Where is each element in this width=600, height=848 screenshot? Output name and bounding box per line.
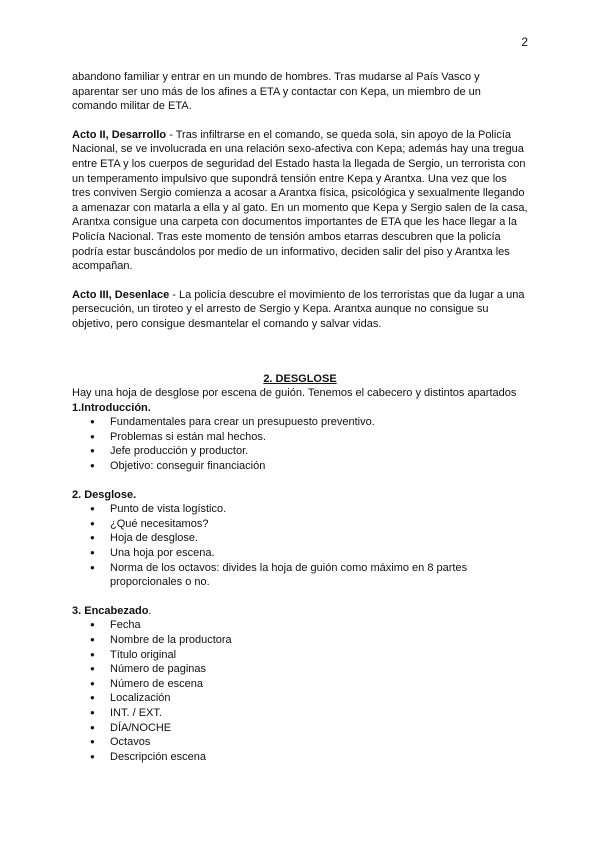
document-body: [72, 70, 528, 764]
intro-continuation-paragraph: abandono familiar y entrar en un mundo de hombres. Tras mudarse al País Vasco y aparentar ser uno más de los afines a ETA y contactar con Kepa, un miembro de un comando militar de ETA.: [72, 71, 481, 113]
list-item: ● Número de escena: [72, 677, 528, 692]
act-2-text: - Tras infiltrarse en el comando, se queda sola, sin apoyo de la Policía Nacional, se ve involucrada en una relación sexo-afectiva con Kepa; además hay una tregua entre ETA y los cuerpos de seguridad del Estado hasta la llegada de Sergio, un terrorista con un temperamento impulsivo que supondrá tensión entre Kepa y Arantxa. Una vez que los tres conviven Sergio comienza a acosar a Arantxa física, psicológica y sexualmente llegando a amenazar con matarla a ella y al gato. En un momento que Kepa y Sergio salen de la casa, Arantxa consigue una carpeta con documentos importantes de ETA que les hace llegar a la Policía Nacional. Tras este momento de tensión ambos etarras descubren que la policía podría estar buscándolos por medio de un informativo, deciden salir del piso y Arantxa les acompañan.: [72, 128, 528, 273]
page-number: 2: [521, 35, 528, 49]
list-item: ● Nombre de la productora: [72, 633, 528, 648]
list-item: ● Objetivo: conseguir financiación: [72, 459, 528, 474]
list-item: ● Localización: [72, 691, 528, 706]
section-title: 2. DESGLOSE: [263, 372, 337, 385]
section-intro: Hay una hoja de desglose por escena de guión. Tenemos el cabecero y distintos apartados: [72, 387, 517, 400]
list-item: ● Título original: [72, 648, 528, 663]
act-2-title: Acto II, Desarrollo: [72, 128, 167, 141]
introduccion-heading: 1.Introducción.: [72, 401, 151, 414]
desglose-list: [72, 502, 528, 590]
encabezado-list: [72, 618, 528, 764]
list-item: ● ¿Qué necesitamos?: [72, 517, 528, 532]
list-item: ● Punto de vista logístico.: [72, 502, 528, 517]
encabezado-heading: 3. Encabezado.: [72, 604, 152, 617]
list-item: ● Descripción escena: [72, 750, 528, 765]
act-3-text: - La policía descubre el movimiento de los terroristas que da lugar a una persecución, un tiroteo y el arresto de Sergio y Kepa. Arantxa aunque no consigue su objetivo, pero consigue desmantelar el comando y salvar vidas.: [72, 288, 525, 330]
act-3-title: Acto III, Desenlace: [72, 288, 170, 301]
act-2-paragraph: [72, 128, 528, 274]
list-item: ● Fundamentales para crear un presupuesto preventivo.: [72, 415, 528, 430]
list-item: ● DÍA/NOCHE: [72, 721, 528, 736]
list-item: ● Fecha: [72, 618, 528, 633]
list-item: ● Número de paginas: [72, 662, 528, 677]
list-item: ● INT. / EXT.: [72, 706, 528, 721]
desglose-heading: 2. Desglose.: [72, 488, 137, 501]
list-item: ● Hoja de desglose.: [72, 531, 528, 546]
introduccion-list: [72, 415, 528, 473]
list-item: ● Una hoja por escena.: [72, 546, 528, 561]
list-item: ● Octavos: [72, 735, 528, 750]
list-item: ● Problemas si están mal hechos.: [72, 430, 528, 445]
act-3-paragraph: [72, 288, 528, 332]
list-item: ● Norma de los octavos: divides la hoja de guión como máximo en 8 partes proporcionales o no.: [72, 561, 528, 590]
list-item: ● Jefe producción y productor.: [72, 444, 528, 459]
